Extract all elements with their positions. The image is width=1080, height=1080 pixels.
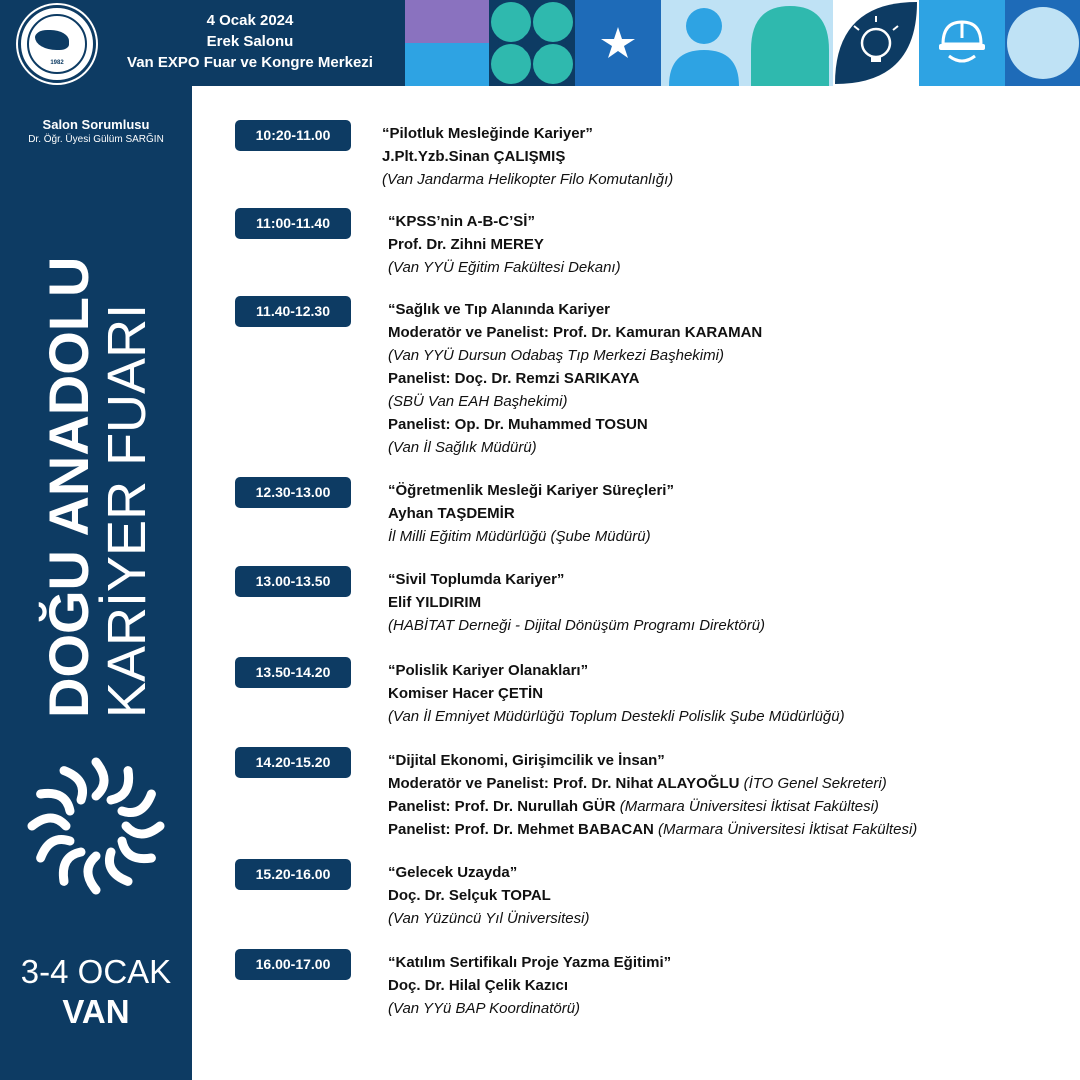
tile-circle — [1005, 0, 1080, 86]
session-line — [388, 367, 1068, 390]
fair-dates-days: 3-4 OCAK — [20, 953, 172, 990]
university-logo — [18, 5, 96, 83]
session-details — [388, 298, 1068, 459]
responsible-title: Salon Sorumlusu — [42, 117, 150, 132]
session-line — [388, 233, 1068, 256]
sun-ray — [111, 771, 129, 800]
session-title — [382, 122, 1062, 145]
speaker-text: Komiser Hacer ÇETİN — [388, 685, 544, 702]
session-details — [388, 210, 1068, 279]
speaker-text: “KPSS’nin A-B-C’Sİ” — [388, 213, 535, 230]
speaker-text: “Gelecek Uzayda” — [388, 864, 518, 881]
speaker-text: “Öğretmenlik Mesleği Kariyer Süreçleri” — [388, 482, 674, 499]
speaker-text: “Polislik Kariyer Olanakları” — [388, 662, 589, 679]
person-icon — [661, 0, 747, 86]
helmet-icon — [919, 0, 1005, 86]
session-line — [388, 256, 1068, 279]
time-badge: 16.00-17.00 — [235, 949, 351, 980]
sun-ray — [32, 818, 66, 826]
event-info — [100, 10, 400, 73]
session-line — [388, 591, 1068, 614]
fair-title-light: KARİYER FUARI — [97, 303, 157, 718]
time-badge: 12.30-13.00 — [235, 477, 351, 508]
fair-title — [37, 218, 160, 718]
affiliation-text: (Van İl Emniyet Müdürlüğü Toplum Destekli Polislik Şube Müdürlüğü) — [388, 708, 845, 725]
session-line — [388, 884, 1068, 907]
event-venue: Van EXPO Fuar ve Kongre Merkezi — [127, 54, 373, 71]
speaker-text: Elif YILDIRIM — [388, 594, 482, 611]
affiliation-text: (Van İl Sağlık Müdürü) — [388, 439, 537, 456]
speaker-text: J.Plt.Yzb.Sinan ÇALIŞMIŞ — [382, 148, 566, 165]
speaker-text: Prof. Dr. Zihni MEREY — [388, 236, 544, 253]
affiliation-text: (Van YYÜ Dursun Odabaş Tıp Merkezi Başhekimi) — [388, 347, 724, 364]
session-details — [388, 951, 1068, 1020]
affiliation-text: (SBÜ Van EAH Başhekimi) — [388, 393, 568, 410]
session-line — [388, 344, 1068, 367]
tile-pattern — [489, 0, 575, 86]
session-title — [388, 479, 1068, 502]
tile-arch — [747, 0, 833, 86]
speaker-text: “Sivil Toplumda Kariyer” — [388, 571, 565, 588]
speaker-text: Panelist: Prof. Dr. Nurullah GÜR — [388, 798, 620, 815]
speaker-text: Moderatör ve Panelist: Prof. Dr. Nihat ALAYOĞLU — [388, 775, 744, 792]
hall-responsible — [0, 116, 192, 147]
affiliation-text: (İTO Genel Sekreteri) — [743, 775, 887, 792]
time-badge: 11.40-12.30 — [235, 296, 351, 327]
time-badge: 11:00-11.40 — [235, 208, 351, 239]
session-line — [388, 321, 1068, 344]
affiliation-text: (Van Jandarma Helikopter Filo Komutanlığı) — [382, 171, 674, 188]
session-line — [388, 682, 1068, 705]
session-line — [388, 818, 1068, 841]
session-line — [388, 436, 1068, 459]
schedule-list — [192, 86, 1080, 1080]
affiliation-text: (Van YYü BAP Koordinatörü) — [388, 1000, 581, 1017]
session-line — [382, 168, 1062, 191]
session-details — [388, 659, 1068, 728]
time-badge: 13.50-14.20 — [235, 657, 351, 688]
sun-ray — [126, 826, 160, 834]
logo-year: 1982 — [50, 60, 64, 66]
session-details — [388, 479, 1068, 548]
session-title — [388, 951, 1068, 974]
session-title — [388, 298, 1068, 321]
session-line — [388, 525, 1068, 548]
session-line — [388, 997, 1068, 1020]
sidebar — [0, 86, 192, 1080]
affiliation-text: (HABİTAT Derneği - Dijital Dönüşüm Programı Direktörü) — [388, 617, 766, 634]
time-badge: 15.20-16.00 — [235, 859, 351, 890]
speaker-text: Panelist: Doç. Dr. Remzi SARIKAYA — [388, 370, 640, 387]
time-badge: 14.20-15.20 — [235, 747, 351, 778]
speaker-text: Doç. Dr. Selçuk TOPAL — [388, 887, 551, 904]
session-details — [388, 749, 1068, 841]
fair-dates-city: VAN — [62, 993, 130, 1030]
session-line — [388, 705, 1068, 728]
speaker-text: “Sağlık ve Tıp Alanında Kariyer — [388, 301, 611, 318]
fair-dates — [0, 952, 192, 1032]
session-title — [388, 861, 1068, 884]
session-title — [388, 659, 1068, 682]
lightbulb-icon — [833, 0, 919, 86]
sun-burst-icon — [26, 756, 166, 896]
speaker-text: Moderatör ve Panelist: Prof. Dr. Kamuran KARAMAN — [388, 324, 763, 341]
session-line — [388, 502, 1068, 525]
star-icon — [575, 0, 661, 86]
speaker-text: “Dijital Ekonomi, Girişimcilik ve İnsan” — [388, 752, 665, 769]
sun-ray — [88, 856, 96, 890]
affiliation-text: (Van Yüzüncü Yıl Üniversitesi) — [388, 910, 590, 927]
responsible-name: Dr. Öğr. Üyesi Gülüm SARĞIN — [28, 134, 164, 145]
decorative-tiles — [405, 0, 1080, 86]
speaker-text: “Katılım Sertifikalı Proje Yazma Eğitimi” — [388, 954, 672, 971]
session-line — [388, 772, 1068, 795]
session-line — [388, 614, 1068, 637]
session-line — [388, 795, 1068, 818]
session-title — [388, 210, 1068, 233]
sun-ray — [122, 841, 151, 859]
session-details — [382, 122, 1062, 191]
event-date: 4 Ocak 2024 — [206, 12, 294, 29]
fair-title-bold: DOĞU ANADOLU — [37, 256, 100, 718]
sun-ray — [63, 852, 81, 881]
session-title — [388, 568, 1068, 591]
session-title — [388, 749, 1068, 772]
header-band — [0, 0, 1080, 86]
time-badge: 10:20-11.00 — [235, 120, 351, 151]
session-line — [382, 145, 1062, 168]
session-details — [388, 861, 1068, 930]
speaker-text: Panelist: Op. Dr. Muhammed TOSUN — [388, 416, 648, 433]
time-badge: 13.00-13.50 — [235, 566, 351, 597]
event-hall: Erek Salonu — [206, 33, 294, 50]
session-line — [388, 413, 1068, 436]
speaker-text: “Pilotluk Mesleğinde Kariyer” — [382, 125, 593, 142]
session-line — [388, 907, 1068, 930]
session-line — [388, 390, 1068, 413]
affiliation-text: (Marmara Üniversitesi İktisat Fakültesi) — [658, 821, 918, 838]
speaker-text: Ayhan TAŞDEMİR — [388, 505, 515, 522]
sun-ray — [41, 793, 70, 811]
affiliation-text: (Van YYÜ Eğitim Fakültesi Dekanı) — [388, 259, 621, 276]
speaker-text: Panelist: Prof. Dr. Mehmet BABACAN — [388, 821, 659, 838]
session-details — [388, 568, 1068, 637]
speaker-text: Doç. Dr. Hilal Çelik Kazıcı — [388, 977, 569, 994]
affiliation-text: İl Milli Eğitim Müdürlüğü (Şube Müdürü) — [388, 528, 651, 545]
affiliation-text: (Marmara Üniversitesi İktisat Fakültesi) — [619, 798, 879, 815]
tile-purple — [405, 0, 489, 86]
session-line — [388, 974, 1068, 997]
sun-ray — [96, 762, 104, 796]
